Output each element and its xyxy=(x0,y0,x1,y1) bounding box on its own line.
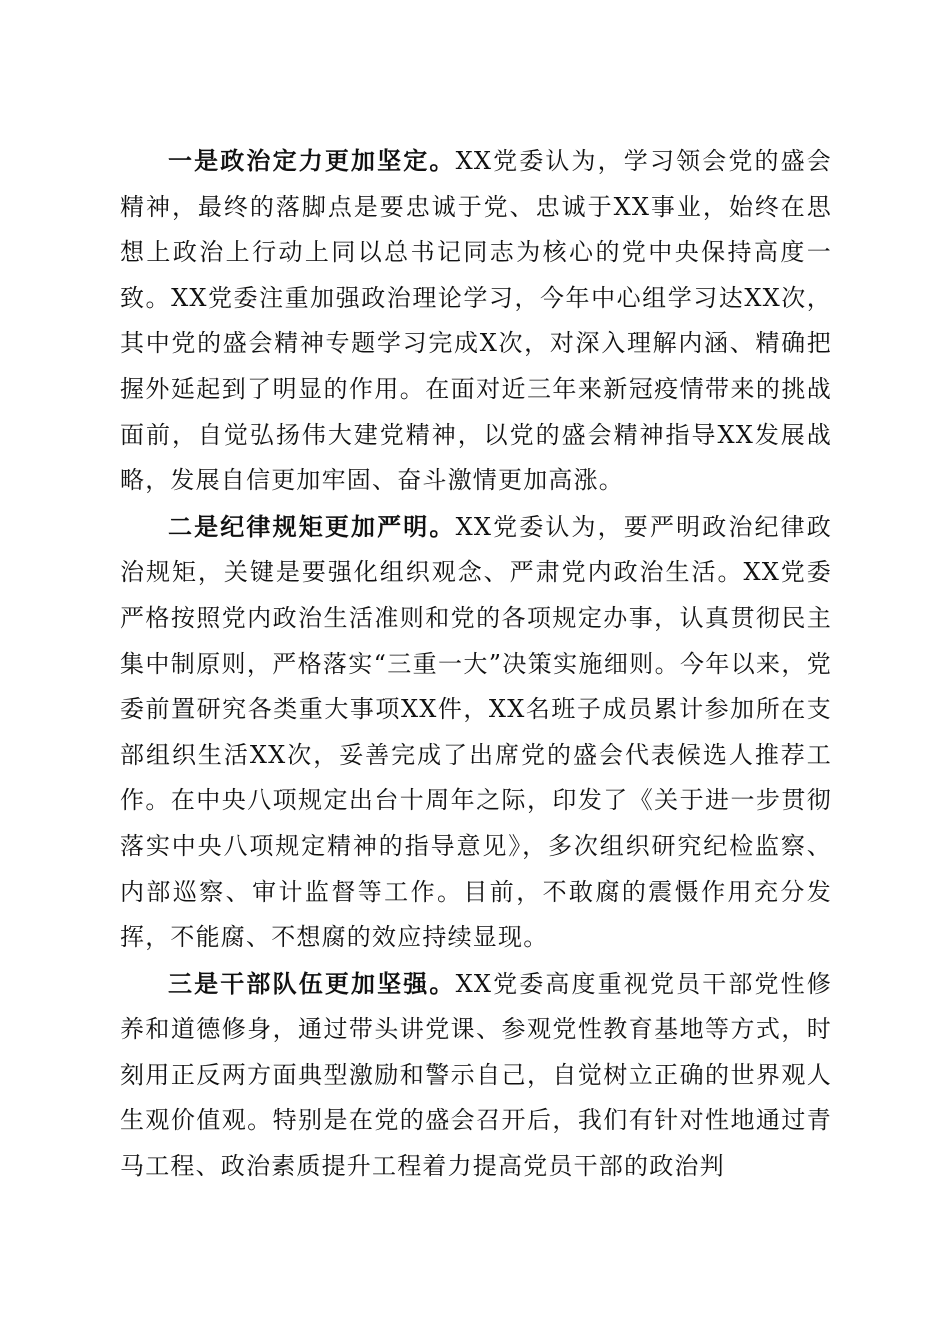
paragraph-body: XX党委认为，学习领会党的盛会精神，最终的落脚点是要忠诚于党、忠诚于XX事业，始终在思想上政治上行动上同以总书记同志为核心的党中央保持高度一致。XX党委注重加强政治理论学习，今年中心组学习达XX次，其中党的盛会精神专题学习完成X次，对深入理解内涵、精确把握外延起到了明显的作用。在面对近三年来新冠疫情带来的挑战面前，自觉弘扬伟大建党精神，以党的盛会精神指导XX发展战略，发展自信更加牢固、奋斗激情更加高涨。 xyxy=(120,147,833,495)
paragraph-political-stance xyxy=(120,138,832,504)
paragraph-lead: 一是政治定力更加坚定。 xyxy=(168,146,456,175)
paragraph-cadre-team xyxy=(120,961,832,1190)
paragraph-body: XX党委高度重视党员干部党性修养和道德修身，通过带头讲党课、参观党性教育基地等方式，时刻用正反两方面典型激励和警示自己，自觉树立正确的世界观人生观价值观。特别是在党的盛会召开后，我们有针对性地通过青马工程、政治素质提升工程着力提高党员干部的政治判 xyxy=(120,969,833,1181)
paragraph-lead: 三是干部队伍更加坚强。 xyxy=(168,968,456,998)
paragraph-body: XX党委认为，要严明政治纪律政治规矩，关键是要强化组织观念、严肃党内政治生活。XX党委严格按照党内政治生活准则和党的各项规定办事，认真贯彻民主集中制原则，严格落实“三重一大”决策实施细则。今年以来，党委前置研究各类重大事项XX件，XX名班子成员累计参加所在支部组织生活XX次，妥善完成了出席党的盛会代表候选人推荐工作。在中央八项规定出台十周年之际，印发了《关于进一步贯彻落实中央八项规定精神的指导意见》，多次组织研究纪检监察、内部巡察、审计监督等工作。目前，不敢腐的震慑作用充分发挥，不能腐、不想腐的效应持续显现。 xyxy=(120,512,833,952)
paragraph-lead: 二是纪律规矩更加严明。 xyxy=(168,511,456,541)
document-page xyxy=(120,138,832,1190)
paragraph-discipline xyxy=(120,504,832,961)
